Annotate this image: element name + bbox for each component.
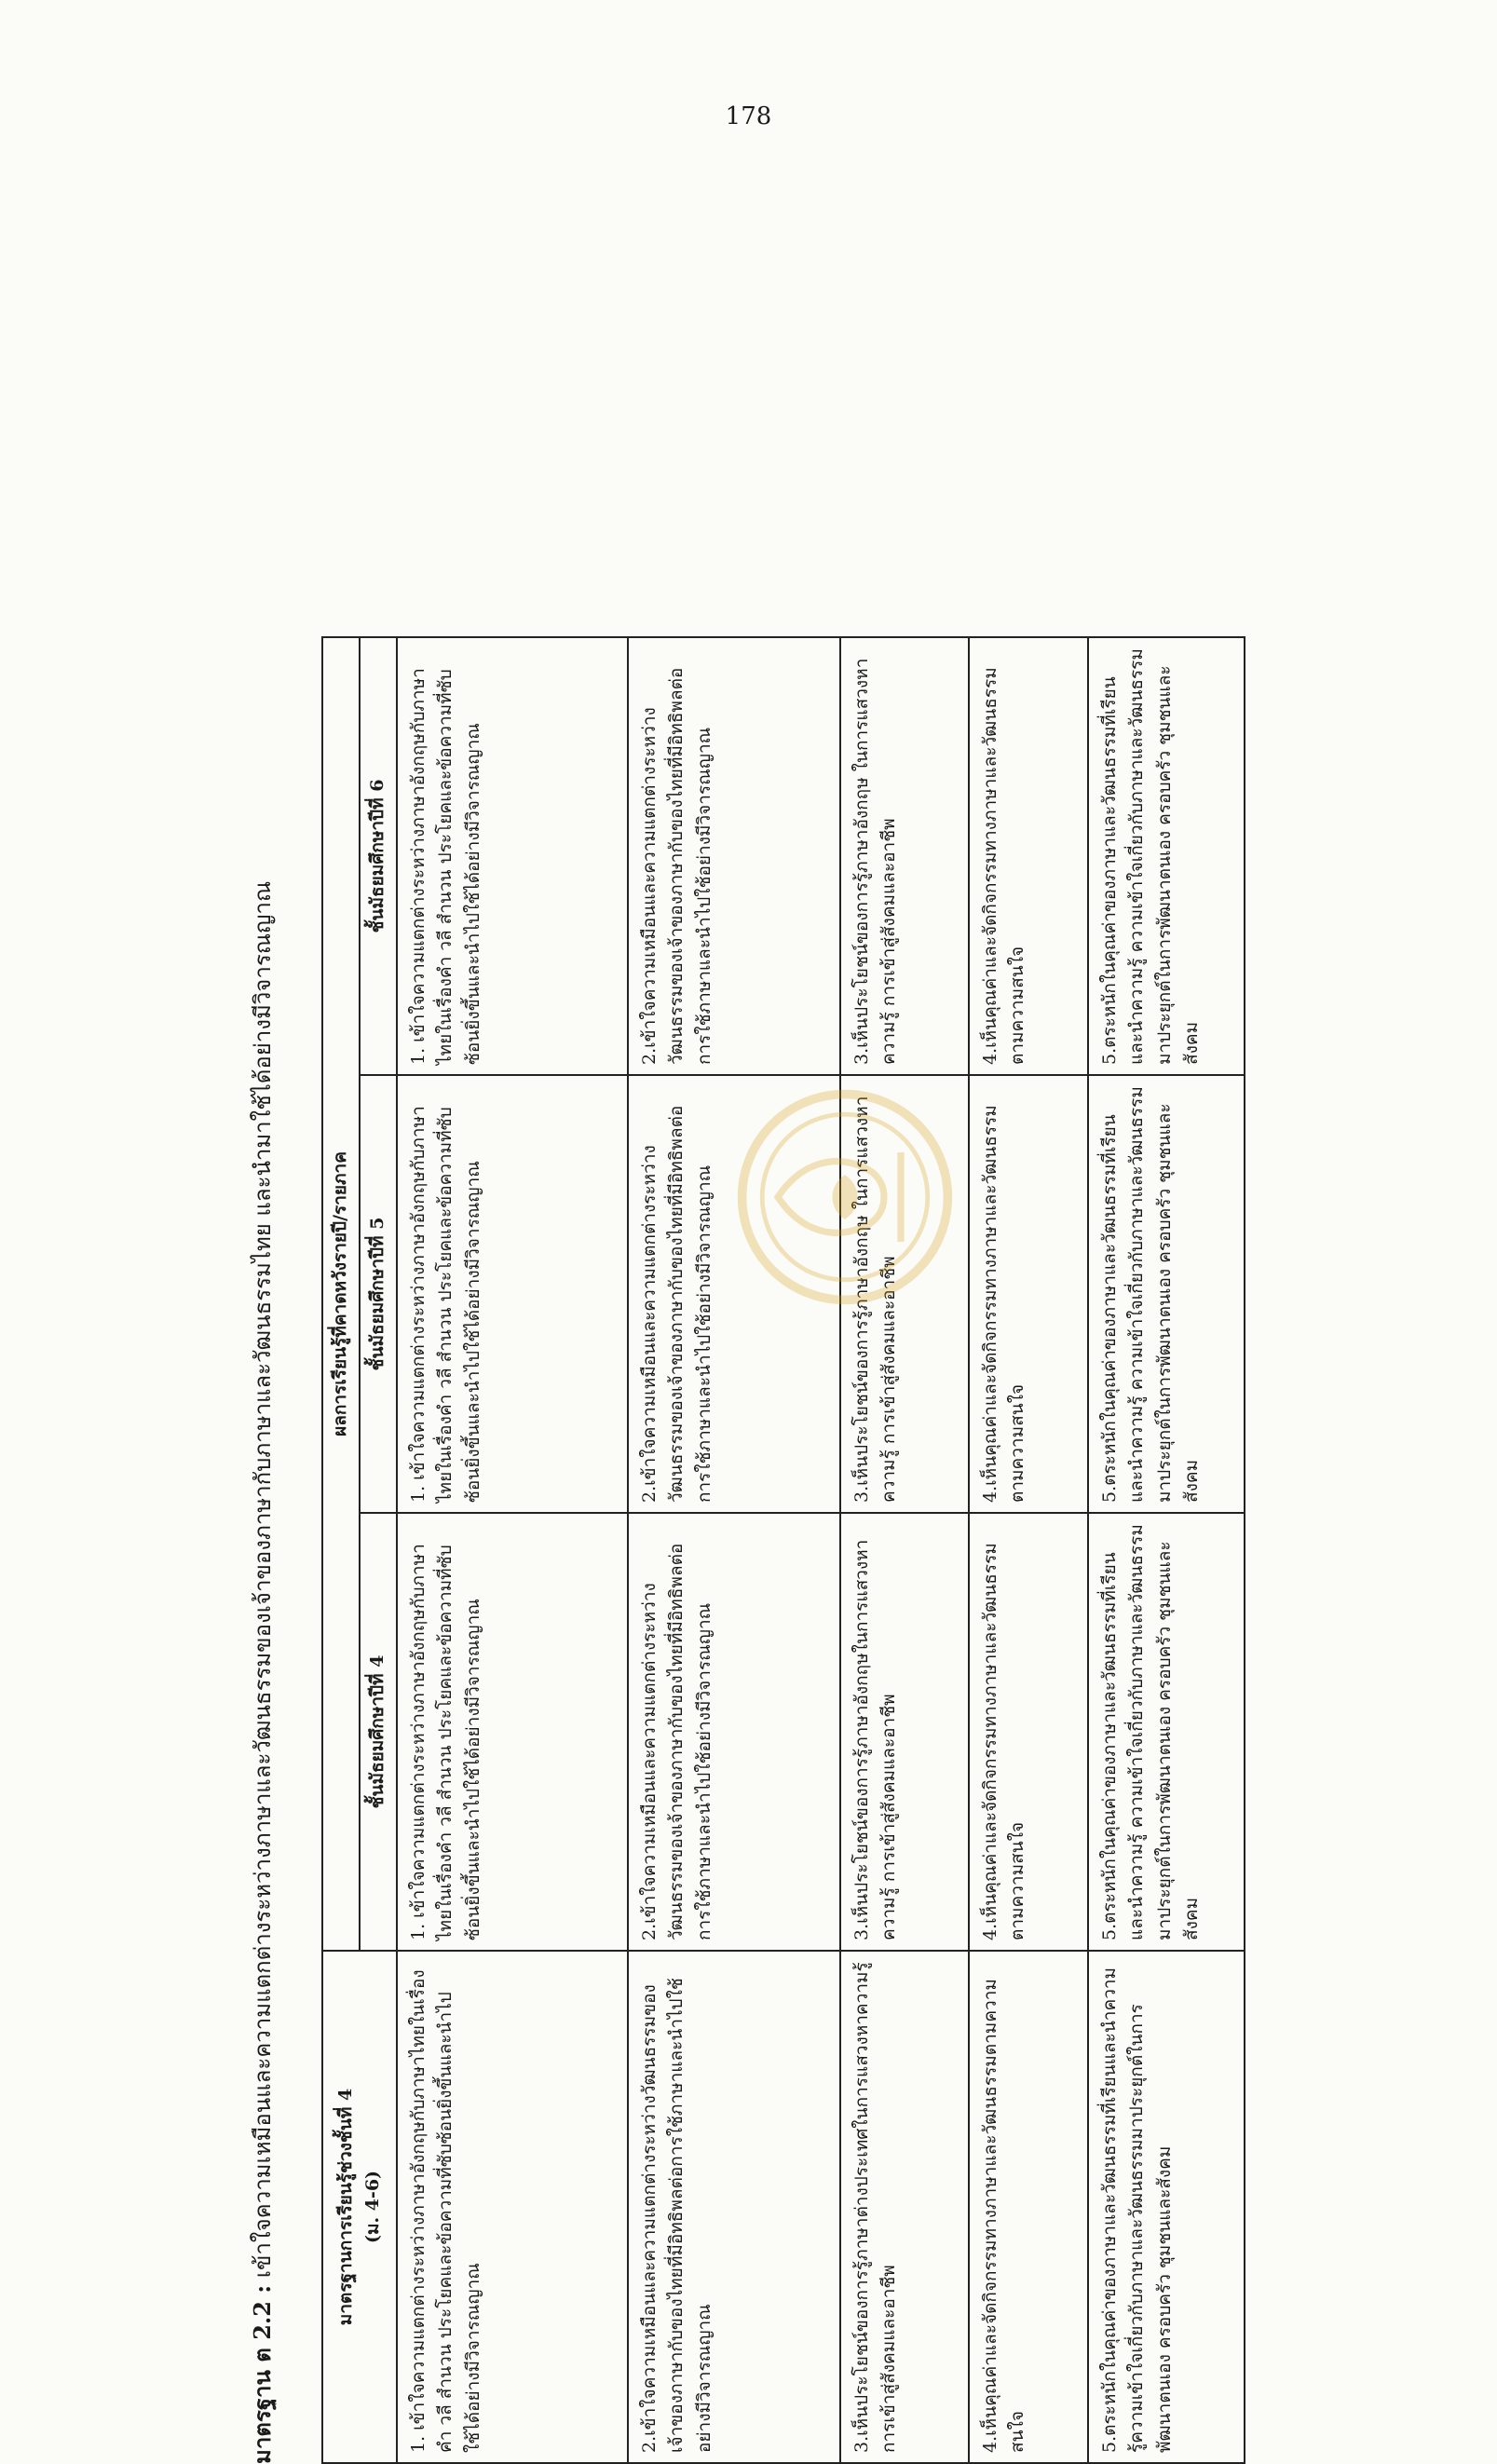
standard-cell: 1. เข้าใจความแตกต่างระหว่างภาษาอังกฤษกับภาษาไทยในเรื่องคำ วลี สำนวน ประโยคและข้อความที่ซับซ้อนยิ่งขึ้นและนำไปใช้ได้อย่างมีวิจารณญาณ — [397, 1951, 628, 2463]
m6-cell: 4.เห็นคุณค่าและจัดกิจกรรมทางภาษาและวัฒนธรรมตามความสนใจ — [969, 637, 1088, 1075]
standard-cell: 5.ตระหนักในคุณค่าของภาษาและวัฒนธรรมที่เรียนและนำความรู้ความเข้าใจเกี่ยวกับภาษาและวัฒนธรรมมาประยุกต์ในการพัฒนาตนเอง ครอบครัว ชุมชนและสังคม — [1088, 1951, 1245, 2463]
m6-cell: 1. เข้าใจความแตกต่างระหว่างภาษาอังกฤษกับภาษาไทยในเรื่องคำ วลี สำนวน ประโยคและข้อความที่ซับซ้อนยิ่งขึ้นและนำไปใช้ได้อย่างมีวิจารณญาณ — [397, 637, 628, 1075]
header-row-1 — [322, 637, 360, 2463]
standard-cell: 2.เข้าใจความเหมือนและความแตกต่างระหว่างวัฒนธรรมของเจ้าของภาษากับของไทยที่มีอิทธิพลต่อการใช้ภาษาและนำไปใช้อย่างมีวิจารณญาณ — [628, 1951, 840, 2463]
col-standard-header-line1: มาตรฐานการเรียนรู้ช่วงชั้นที่ 4 — [334, 2088, 356, 2326]
table-row — [1088, 637, 1245, 2463]
standard-cell: 3.เห็นประโยชน์ของการรู้ภาษาต่างประเทศในการแสวงหาความรู้ การเข้าสู่สังคมและอาชีพ — [840, 1951, 969, 2463]
col-standard-header-line2: (ม. 4-6) — [362, 2170, 383, 2244]
table-row — [397, 637, 628, 2463]
standard-cell: 4.เห็นคุณค่าและจัดกิจกรรมทางภาษาและวัฒนธรรมตามความสนใจ — [969, 1951, 1088, 2463]
m4-cell: 3.เห็นประโยชน์ของการรู้ภาษาอังกฤษในการแสวงหาความรู้ การเข้าสู่สังคมและอาชีพ — [840, 1513, 969, 1951]
m4-cell: 4.เห็นคุณค่าและจัดกิจกรรมทางภาษาและวัฒนธรรมตามความสนใจ — [969, 1513, 1088, 1951]
m5-cell: 4.เห็นคุณค่าและจัดกิจกรรมทางภาษาและวัฒนธรรมตามความสนใจ — [969, 1075, 1088, 1513]
m6-cell: 3.เห็นประโยชน์ของการรู้ภาษาอังกฤษ ในการแสวงหาความรู้ การเข้าสู่สังคมและอาชีพ — [840, 637, 969, 1075]
m4-cell: 5.ตระหนักในคุณค่าของภาษาและวัฒนธรรมที่เรียน และนำความรู้ ความเข้าใจเกี่ยวกับภาษาและวัฒนธรรมมาประยุกต์ในการพัฒนาตนเอง ครอบครัว ชุมชนและสังคม — [1088, 1513, 1245, 1951]
m5-cell: 2.เข้าใจความเหมือนและความแตกต่างระหว่างวัฒนธรรมของเจ้าของภาษากับของไทยที่มีอิทธิพลต่อการใช้ภาษาและนำไปใช้อย่างมีวิจารณญาณ — [628, 1075, 840, 1513]
page-number: 178 — [725, 102, 772, 130]
m5-cell: 1. เข้าใจความแตกต่างระหว่างภาษาอังกฤษกับภาษาไทยในเรื่องคำ วลี สำนวน ประโยคและข้อความที่ซับซ้อนยิ่งขึ้นและนำไปใช้ได้อย่างมีวิจารณญาณ — [397, 1075, 628, 1513]
col-standard-header — [322, 1951, 397, 2463]
table-row — [840, 637, 969, 2463]
table-row — [969, 637, 1088, 2463]
m4-cell: 1. เข้าใจความแตกต่างระหว่างภาษาอังกฤษกับภาษาไทยในเรื่องคำ วลี สำนวน ประโยคและข้อความที่ซับซ้อนยิ่งขึ้นและนำไปใช้ได้อย่างมีวิจารณญาณ — [397, 1513, 628, 1951]
heading-text: เข้าใจความเหมือนและความแตกต่างระหว่างภาษาและวัฒนธรรมของเจ้าของภาษากับภาษาและวัฒนธรรมไทย และนำมาใช้ได้อย่างมีวิจารณญาณ — [250, 880, 276, 2279]
m5-cell: 5.ตระหนักในคุณค่าของภาษาและวัฒนธรรมที่เรียน และนำความรู้ ความเข้าใจเกี่ยวกับภาษาและวัฒนธรรมมาประยุกต์ในการพัฒนาตนเอง ครอบครัว ชุมชนและสังคม — [1088, 1075, 1245, 1513]
col-m6-header: ชั้นมัธยมศึกษาปีที่ 6 — [360, 637, 397, 1075]
group-header: ผลการเรียนรู้ที่คาดหวังรายปี/รายภาค — [322, 637, 360, 1951]
m6-cell: 5.ตระหนักในคุณค่าของภาษาและวัฒนธรรมที่เรียน และนำความรู้ ความเข้าใจเกี่ยวกับภาษาและวัฒนธรรมมาประยุกต์ในการพัฒนาตนเอง ครอบครัว ชุมชนและสังคม — [1088, 637, 1245, 1075]
m4-cell: 2.เข้าใจความเหมือนและความแตกต่างระหว่างวัฒนธรรมของเจ้าของภาษากับของไทยที่มีอิทธิพลต่อการใช้ภาษาและนำไปใช้อย่างมีวิจารณญาณ — [628, 1513, 840, 1951]
m5-cell: 3.เห็นประโยชน์ของการรู้ภาษาอังกฤษ ในการแสวงหาความรู้ การเข้าสู่สังคมและอาชีพ — [840, 1075, 969, 1513]
col-m5-header: ชั้นมัธยมศึกษาปีที่ 5 — [360, 1075, 397, 1513]
heading-lead: มาตรฐาน ต 2.2 : — [249, 2284, 276, 2464]
m6-cell: 2.เข้าใจความเหมือนและความแตกต่างระหว่างวัฒนธรรมของเจ้าของภาษากับของไทยที่มีอิทธิพลต่อการใช้ภาษาและนำไปใช้อย่างมีวิจารณญาณ — [628, 637, 840, 1075]
standard-heading — [239, 638, 286, 2464]
table-row — [628, 637, 840, 2463]
rotated-content — [239, 638, 1227, 2464]
standards-table — [321, 636, 1245, 2464]
col-m4-header: ชั้นมัธยมศึกษาปีที่ 4 — [360, 1513, 397, 1951]
